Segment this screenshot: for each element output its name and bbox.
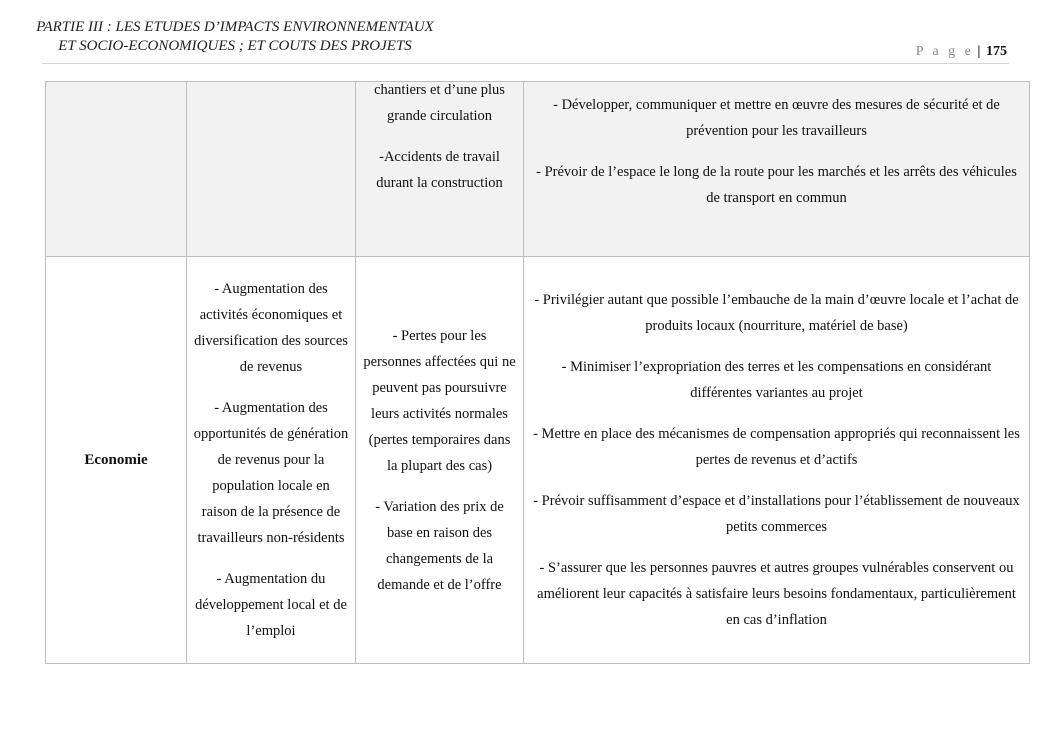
theme-cell bbox=[46, 82, 187, 257]
impacts-table bbox=[45, 81, 1030, 664]
table-row bbox=[46, 82, 1030, 257]
theme-cell: Economie bbox=[46, 257, 187, 664]
mitigation-item: - Prévoir suffisamment d’espace et d’installations pour l’établissement de nouveaux petits commerces bbox=[533, 493, 1020, 535]
page-number: 175 bbox=[986, 44, 1007, 59]
table-row bbox=[46, 257, 1030, 664]
header-title-line-2: ET SOCIO-ECONOMIQUES ; ET COUTS DES PROJETS bbox=[58, 38, 412, 54]
negative-impacts-cell bbox=[356, 257, 524, 664]
page-word: P a g e bbox=[915, 44, 974, 59]
mitigation-measures-cell bbox=[524, 82, 1030, 257]
positive-impact-item: - Augmentation du développement local et de l’emploi bbox=[195, 571, 347, 639]
negative-impact-item: chantiers et d’une plus grande circulation bbox=[374, 82, 505, 124]
header-divider bbox=[42, 63, 1009, 64]
header-title-line-1: PARTIE III : LES ETUDES D’IMPACTS ENVIRONNEMENTAUX bbox=[36, 19, 434, 35]
positive-impact-item: - Augmentation des opportunités de génération de revenus pour la population locale en raison de la présence de travailleurs non-résidents bbox=[193, 400, 349, 546]
mitigation-item: - Développer, communiquer et mettre en œuvre des mesures de sécurité et de prévention pour les travailleurs bbox=[553, 97, 1000, 139]
mitigation-item: - Prévoir de l’espace le long de la route pour les marchés et les arrêts des véhicules de transport en commun bbox=[536, 164, 1017, 206]
mitigation-item: - Minimiser l’expropriation des terres et les compensations en considérant différentes variantes au projet bbox=[561, 359, 992, 401]
negative-impacts-cell bbox=[356, 82, 524, 257]
negative-impact-item: - Pertes pour les personnes affectées qui ne peuvent pas poursuivre leurs activités normales (pertes temporaires dans la plupart des cas) bbox=[363, 327, 516, 474]
negative-impact-item: - Variation des prix de base en raison des changements de la demande et de l’offre bbox=[375, 498, 504, 593]
positive-impact-item: - Augmentation des activités économiques et diversification des sources de revenus bbox=[194, 281, 348, 375]
mitigation-item: - Mettre en place des mécanismes de compensation appropriés qui reconnaissent les pertes de revenus et d’actifs bbox=[533, 426, 1020, 468]
mitigation-measures-cell bbox=[524, 257, 1030, 664]
positive-impacts-cell bbox=[187, 257, 356, 664]
mitigation-item: - S’assurer que les personnes pauvres et autres groupes vulnérables conservent ou améliorent leur capacités à satisfaire leurs besoins fondamentaux, particulièrement en cas d’inflation bbox=[537, 560, 1016, 628]
negative-impact-item: -Accidents de travail durant la construction bbox=[376, 149, 503, 191]
page-number-label bbox=[916, 44, 1007, 60]
mitigation-item: - Privilégier autant que possible l’embauche de la main d’œuvre locale et l’achat de produits locaux (nourriture, matériel de base) bbox=[534, 292, 1019, 334]
page-separator: | bbox=[977, 44, 981, 59]
page-header-title bbox=[14, 18, 456, 56]
positive-impacts-cell bbox=[187, 82, 356, 257]
